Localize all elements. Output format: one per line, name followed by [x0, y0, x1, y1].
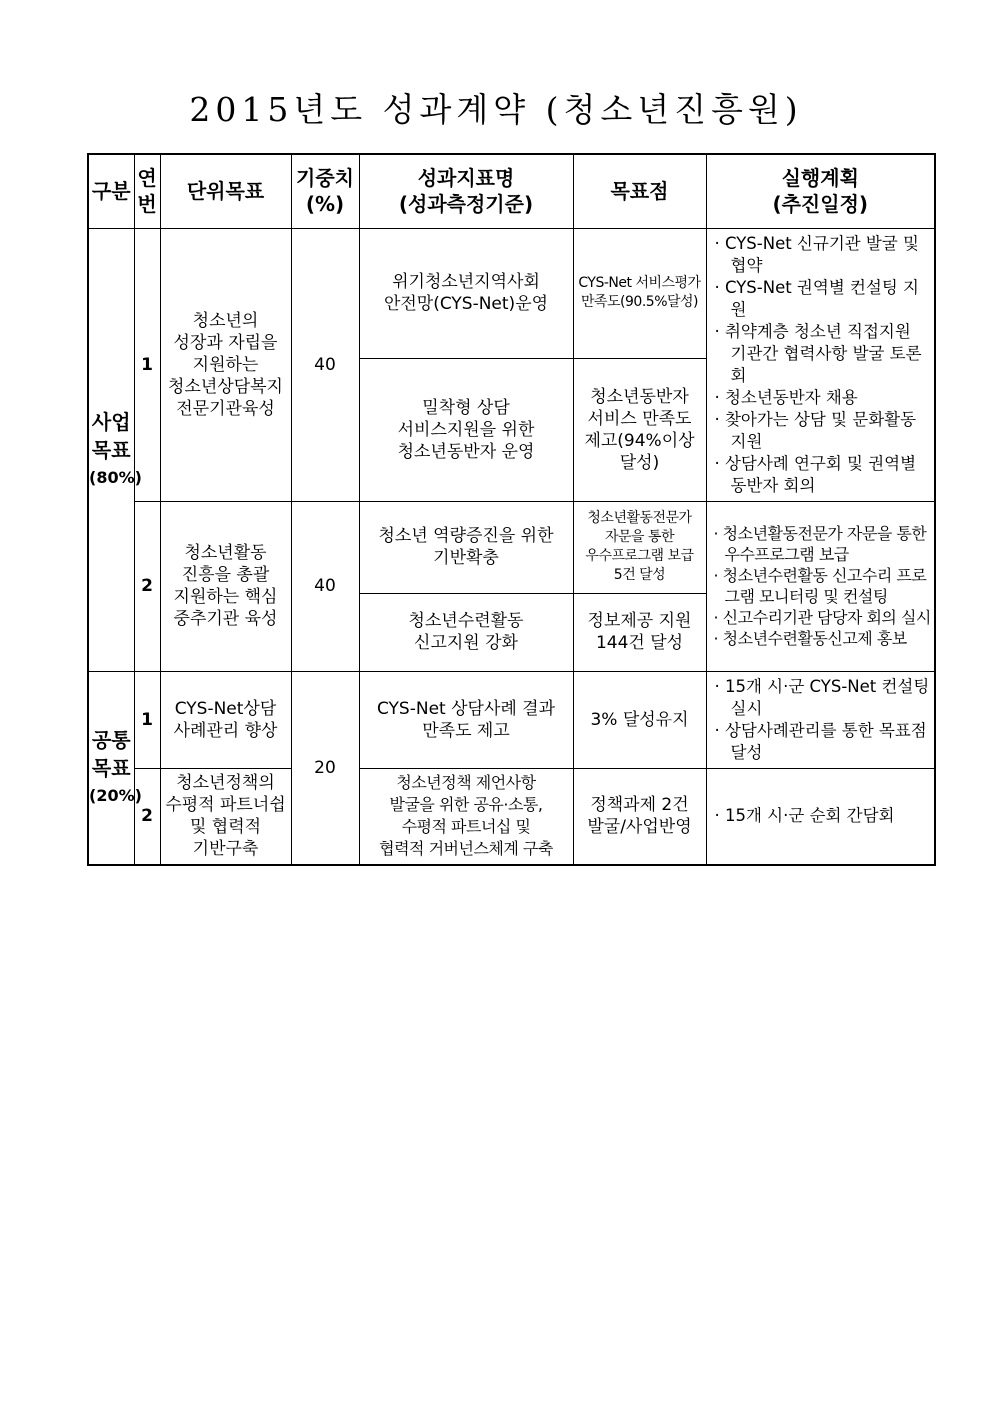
plan-item: · 상담사례 연구회 및 권역별 동반자 회의 [714, 453, 917, 495]
header-plan-line2: (추진일정) [772, 192, 869, 217]
text-line: 청소년수련활동 [408, 611, 524, 631]
text-line: 서비스지원을 위한 [397, 419, 535, 440]
target [573, 768, 706, 865]
weight-value: 20 [291, 671, 359, 865]
text-line: 만족도 제고 [422, 720, 510, 741]
text-line: 성장과 자립을 [173, 332, 278, 353]
header-indicator-line1: 성과지표명 [417, 166, 515, 191]
goal-number: 2 [134, 768, 160, 865]
execution-plan [706, 671, 935, 768]
text-line: 만족도(90.5%달성) [580, 294, 699, 311]
text-line: 144건 달성 [595, 633, 684, 653]
plan-item: · CYS-Net 신규기관 발굴 및 협약 [714, 233, 919, 275]
text-line: 기반구축 [192, 839, 259, 860]
weight-value: 40 [291, 228, 359, 501]
text-line: 정보제공 지원 [587, 611, 692, 631]
text-line: 지원하는 핵심 [173, 587, 278, 607]
plan-item: · 15개 시·군 CYS-Net 컨설팅 실시 [714, 676, 930, 718]
weight-value: 40 [291, 501, 359, 671]
text-line: CYS-Net 서비스평가 [578, 275, 701, 292]
text-line: 전문기관육성 [176, 398, 275, 419]
goal-number: 2 [134, 501, 160, 671]
table-row [88, 228, 935, 359]
page-title: 2015년도 성과계약 (청소년진흥원) [189, 90, 803, 129]
plan-item: · 취약계층 청소년 직접지원 기관간 협력사항 발굴 토론회 [714, 321, 922, 385]
plan-item: · 상담사례관리를 통한 목표점 달성 [714, 720, 927, 762]
text-line: 밀착형 상담 [422, 397, 510, 418]
text-line: CYS-Net상담 [174, 698, 277, 719]
text-line: 위기청소년지역사회 [392, 272, 540, 293]
text-line: 청소년활동전문가 [587, 510, 692, 526]
header-indicator-line2: (성과측정기준) [398, 192, 534, 217]
text-line: 정책과제 2건 [590, 795, 689, 816]
plan-item: · 신고수리기관 담당자 회의 실시 [713, 608, 931, 627]
text-line: 청소년동반자 운영 [397, 441, 535, 462]
table-row [88, 768, 935, 865]
text-line: 청소년 역량증진을 위한 [378, 526, 554, 546]
text-line: 지원하는 [192, 354, 259, 375]
text-line: 청소년상담복지 [168, 376, 283, 397]
text-line: 달성) [619, 452, 660, 473]
header-weight-line2: (%) [305, 192, 345, 217]
unit-goal [160, 228, 291, 501]
text-line: 청소년정책 제언사항 [396, 773, 536, 793]
category-business-line1: 사업 [91, 409, 131, 434]
table-row [88, 671, 935, 768]
header-indicator [359, 154, 573, 228]
text-line: 청소년활동 [184, 543, 267, 563]
target [573, 671, 706, 768]
header-plan [706, 154, 935, 228]
execution-plan [706, 768, 935, 865]
header-row [88, 154, 935, 228]
category-common-percent: (20%) [89, 785, 142, 805]
text-line: 기반확충 [433, 548, 499, 568]
text-line: 수평적 파트너십 및 [401, 817, 531, 837]
plan-item: · 청소년수련활동 신고수리 프로그램 모니터링 및 컨설팅 [713, 566, 927, 606]
header-plan-line1: 실행계획 [781, 166, 859, 191]
header-number-line1: 연 [137, 166, 157, 191]
category-business [88, 228, 142, 671]
category-common [88, 671, 142, 865]
plan-item: · 찾아가는 상담 및 문화활동 지원 [714, 409, 917, 451]
indicator [359, 768, 573, 865]
unit-goal [160, 501, 291, 671]
header-unit-goal: 단위목표 [160, 154, 291, 228]
goal-number: 1 [134, 228, 160, 501]
category-business-percent: (80%) [89, 467, 142, 487]
unit-goal [160, 671, 291, 768]
header-weight-line1: 기중치 [296, 166, 354, 191]
header-number [134, 154, 160, 228]
text-line: 청소년동반자 [590, 386, 689, 407]
indicator [359, 593, 573, 671]
text-line: 중추기관 육성 [173, 609, 278, 629]
text-line: 안전망(CYS-Net)운영 [383, 294, 549, 315]
text-line: 사례관리 향상 [173, 720, 278, 741]
plan-item: · 청소년활동전문가 자문을 통한 우수프로그램 보급 [713, 524, 927, 564]
indicator [359, 228, 573, 359]
text-line: 3% 달성유지 [590, 709, 689, 730]
indicator [359, 359, 573, 501]
target [573, 228, 706, 359]
text-line: 수평적 파트너쉽 [165, 795, 286, 816]
execution-plan [706, 228, 935, 501]
table-row [88, 501, 935, 593]
plan-item: · 15개 시·군 순회 간담회 [714, 806, 895, 826]
header-category: 구분 [88, 154, 134, 228]
category-business-line2: 목표 [91, 437, 131, 462]
text-line: 청소년의 [192, 310, 259, 331]
text-line: 자문을 통한 [604, 529, 675, 545]
execution-plan [706, 501, 935, 671]
category-common-line1: 공통 [91, 727, 131, 752]
performance-contract-table [87, 153, 936, 866]
plan-item: · 청소년수련활동신고제 홍보 [713, 629, 907, 648]
target [573, 501, 706, 593]
plan-item: · 청소년동반자 채용 [714, 387, 858, 407]
target [573, 359, 706, 501]
indicator [359, 501, 573, 593]
text-line: 진흥을 총괄 [181, 565, 270, 585]
header-number-line2: 번 [137, 192, 157, 217]
text-line: 우수프로그램 보급 [585, 548, 694, 564]
text-line: 및 협력적 [189, 817, 262, 838]
header-weight [291, 154, 359, 228]
indicator [359, 671, 573, 768]
text-line: CYS-Net 상담사례 결과 [376, 698, 556, 719]
text-line: 협력적 거버넌스체계 구축 [379, 839, 553, 859]
text-line: 신고지원 강화 [414, 633, 518, 653]
text-line: 제고(94%이상 [584, 430, 695, 451]
text-line: 발굴/사업반영 [587, 817, 692, 838]
text-line: 발굴을 위한 공유·소통, [389, 795, 543, 815]
target [573, 593, 706, 671]
unit-goal [160, 768, 291, 865]
text-line: 서비스 만족도 [587, 408, 692, 429]
text-line: 5건 달성 [613, 567, 666, 583]
category-common-line2: 목표 [91, 755, 131, 780]
header-target: 목표점 [573, 154, 706, 228]
text-line: 청소년정책의 [176, 773, 275, 794]
goal-number: 1 [134, 671, 160, 768]
plan-item: · CYS-Net 권역별 컨설팅 지원 [714, 277, 919, 319]
